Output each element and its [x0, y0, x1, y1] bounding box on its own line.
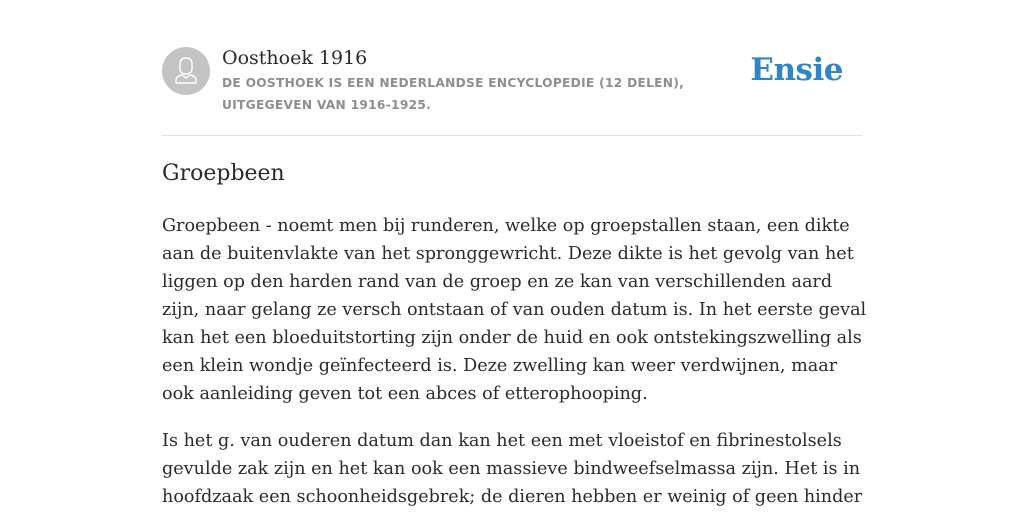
user-placeholder-icon	[162, 47, 210, 95]
article-title: Groepbeen	[162, 161, 285, 186]
avatar	[162, 47, 210, 95]
article-body	[162, 212, 867, 512]
source-header	[162, 46, 862, 136]
article-paragraph: Groepbeen - noemt men bij runderen, welke op groepstallen staan, een dikte aan de buitenvlakte van het spronggewricht. Deze dikte is het gevolg van het liggen op den harden rand van de groep en ze kan van verschillenden aard zijn, naar gelang ze versch ontstaan of van ouden datum is. In het eerste geval kan het een bloeduitstorting zijn onder de huid en ook ontstekingszwelling als een klein wondje geïnfecteerd is. Deze zwelling kan weer verdwijnen, maar ook aanleiding geven tot een abces of etterophooping.	[162, 216, 867, 404]
source-title[interactable]: Oosthoek 1916	[222, 47, 368, 69]
ensie-logo[interactable]: Ensie	[750, 52, 843, 88]
source-description: DE OOSTHOEK IS EEN NEDERLANDSE ENCYCLOPEDIE (12 DELEN), UITGEGEVEN VAN 1916-1925.	[222, 76, 685, 112]
header-divider	[162, 135, 862, 136]
article-paragraph: Is het g. van ouderen datum dan kan het een met vloeistof en fibrinestolsels gevulde zak zijn en het kan ook een massieve bindweefselmassa zijn. Het is in hoofdzaak een schoonheidsgebrek; de dieren hebben er weinig of geen hinder	[162, 431, 863, 507]
